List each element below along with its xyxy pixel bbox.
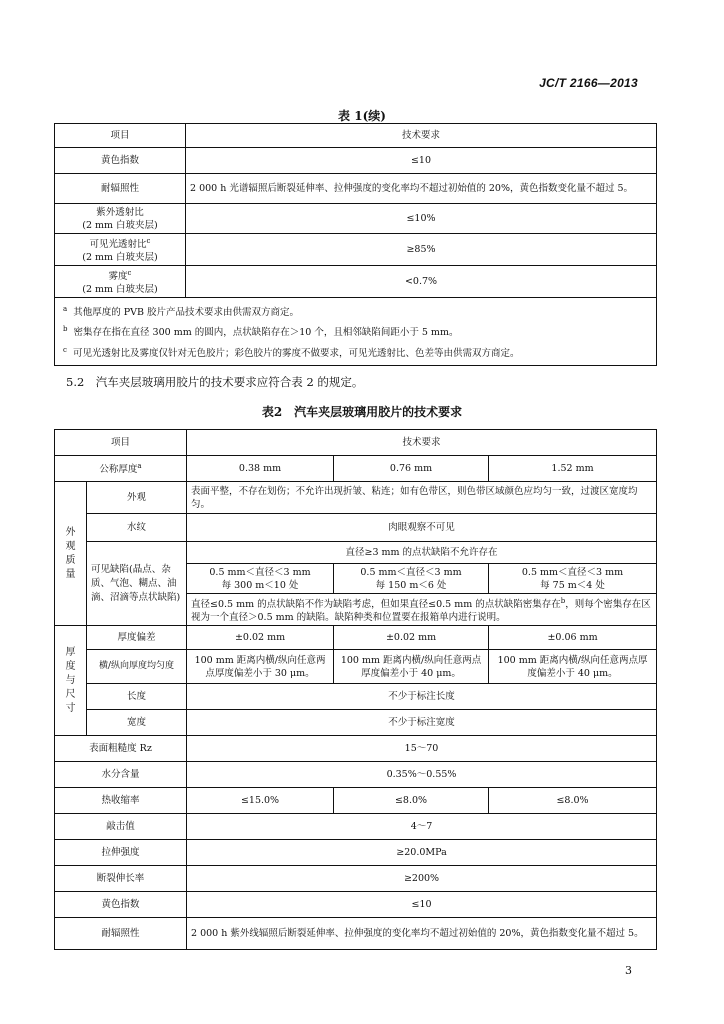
defect-limit-cell xyxy=(334,564,489,594)
table2 xyxy=(54,429,657,950)
group-char: 厚 xyxy=(65,646,76,658)
appearance-quality-group xyxy=(55,482,87,626)
group-char: 寸 xyxy=(65,702,76,714)
footnote-mark: b xyxy=(63,325,68,334)
footnote-text: 可见光透射比及雾度仅针对无色胶片；彩色胶片的雾度不做要求，可见光透射比、色差等由供需双方商定。 xyxy=(72,347,520,359)
defect-range: 0.5 mm＜直径＜3 mm xyxy=(209,566,311,578)
table1-row-item xyxy=(55,204,186,234)
table1-row-req: <0.7% xyxy=(186,266,657,298)
appearance-label: 外观 xyxy=(87,482,187,514)
elongation-label: 断裂伸长率 xyxy=(55,866,187,892)
footnote xyxy=(63,342,648,362)
nominal-thickness-label xyxy=(55,456,187,482)
defect-limit: 每 300 m＜10 处 xyxy=(221,579,299,591)
table1-row-req: 2 000 h 光谱辐照后断裂延伸率、拉伸强度的变化率均不超过初始值的 20%，黄色指数变化量不超过 5。 xyxy=(186,174,657,204)
group-char: 与 xyxy=(65,674,76,686)
note-text: ，则每个密集存在区视为一个直径＞0.5 mm 的缺陷。缺陷种类和位置要在报箱单内进行说明。 xyxy=(191,599,651,624)
tensile-req: ≥20.0MPa xyxy=(187,840,657,866)
defect-range: 0.5 mm＜直径＜3 mm xyxy=(360,566,462,578)
nominal-thickness-value: 1.52 mm xyxy=(489,456,657,482)
item-line1: 雾度 xyxy=(108,271,128,283)
pummel-label: 敲击值 xyxy=(55,814,187,840)
width-req: 不少于标注宽度 xyxy=(187,710,657,736)
thickness-dev-value: ±0.02 mm xyxy=(334,626,489,650)
label-text: 公称厚度 xyxy=(99,464,138,476)
footnote xyxy=(63,321,648,341)
elongation-req: ≥200% xyxy=(187,866,657,892)
shrinkage-value: ≤8.0% xyxy=(334,788,489,814)
ripple-label: 水纹 xyxy=(87,514,187,542)
table1-row-req: ≤10 xyxy=(186,148,657,174)
defect-range: 0.5 mm＜直径＜3 mm xyxy=(521,566,624,578)
item-line2: (2 mm 白玻夹层) xyxy=(82,252,158,264)
item-line2: (2 mm 白玻夹层) xyxy=(82,284,158,296)
uniformity-value: 100 mm 距离内横/纵向任意两点厚度偏差小于 40 μm。 xyxy=(334,650,489,684)
footnote-mark: b xyxy=(560,597,566,605)
table1-row-item xyxy=(55,266,186,298)
uniformity-value: 100 mm 距离内横/纵向任意两点厚度偏差小于 30 μm。 xyxy=(187,650,334,684)
thickness-dev-label: 厚度偏差 xyxy=(87,626,187,650)
table1-footnotes xyxy=(55,298,657,365)
table1 xyxy=(54,123,657,366)
defect-limit: 每 150 m＜6 处 xyxy=(375,579,447,591)
note-text: 直径≤0.5 mm 的点状缺陷不作为缺陷考虑，但如果直径≤0.5 mm 的点状缺陷密集存在 xyxy=(191,599,561,611)
clause-5-2: 5.2 汽车夹层玻璃用胶片的技术要求应符合表 2 的规定。 xyxy=(66,375,364,389)
table1-header-item: 项目 xyxy=(55,124,186,148)
defect-limit-cell xyxy=(489,564,657,594)
footnote-mark: c xyxy=(127,269,132,278)
roughness-req: 15～70 xyxy=(187,736,657,762)
table1-row-item: 黄色指数 xyxy=(55,148,186,174)
nominal-thickness-value: 0.38 mm xyxy=(187,456,334,482)
yellowness-label: 黄色指数 xyxy=(55,892,187,918)
table2-header-item: 项目 xyxy=(55,430,187,456)
appearance-req: 表面平整，不存在划伤；不允许出现折皱、粘连；如有色带区，则色带区域颜色应均匀一致，过渡区宽度均匀。 xyxy=(187,482,657,514)
page-number: 3 xyxy=(625,964,632,977)
table1-row-req: ≤10% xyxy=(186,204,657,234)
length-label: 长度 xyxy=(87,684,187,710)
defect-limit-cell xyxy=(187,564,334,594)
nominal-thickness-value: 0.76 mm xyxy=(334,456,489,482)
footnote-text: 其他厚度的 PVB 胶片产品技术要求由供需双方商定。 xyxy=(73,307,300,319)
footnote-mark: a xyxy=(63,305,68,314)
footnote-text: 密集存在指在直径 300 mm 的圆内，点状缺陷存在＞10 个，且相邻缺陷间距小于 5 mm。 xyxy=(73,327,459,339)
visible-defects-label: 可见缺陷(晶点、杂质、气泡、糊点、油滴、沼滴等点状缺陷) xyxy=(87,542,187,626)
uniformity-label: 横/纵向厚度均匀度 xyxy=(87,650,187,684)
table2-caption: 表2 汽车夹层玻璃用胶片的技术要求 xyxy=(261,405,463,419)
table1-row-item: 耐辐照性 xyxy=(55,174,186,204)
moisture-label: 水分含量 xyxy=(55,762,187,788)
footnote-mark: c xyxy=(63,345,67,354)
item-line1: 可见光透射比 xyxy=(89,239,147,251)
thickness-dev-value: ±0.06 mm xyxy=(489,626,657,650)
footnote-mark: a xyxy=(137,462,142,471)
shrinkage-value: ≤15.0% xyxy=(187,788,334,814)
shrinkage-value: ≤8.0% xyxy=(489,788,657,814)
defect-limit: 每 75 m＜4 处 xyxy=(540,579,605,591)
irradiation-label: 耐辐照性 xyxy=(55,918,187,950)
standard-code: JC/T 2166—2013 xyxy=(539,76,638,90)
shrinkage-label: 热收缩率 xyxy=(55,788,187,814)
width-label: 宽度 xyxy=(87,710,187,736)
item-line1: 紫外透射比 xyxy=(96,206,144,218)
ripple-req: 肉眼观察不可见 xyxy=(187,514,657,542)
visible-defects-header: 直径≥3 mm 的点状缺陷不允许存在 xyxy=(187,542,657,564)
table1-header-req: 技术要求 xyxy=(186,124,657,148)
table1-row-item xyxy=(55,234,186,266)
tensile-label: 拉伸强度 xyxy=(55,840,187,866)
yellowness-req: ≤10 xyxy=(187,892,657,918)
group-char: 尺 xyxy=(65,688,76,700)
item-line2: (2 mm 白玻夹层) xyxy=(82,219,158,231)
thickness-dev-value: ±0.02 mm xyxy=(187,626,334,650)
table1-caption: 表 1(续) xyxy=(338,109,386,123)
moisture-req: 0.35%～0.55% xyxy=(187,762,657,788)
group-char: 外 xyxy=(65,526,76,538)
pummel-req: 4～7 xyxy=(187,814,657,840)
group-char: 观 xyxy=(65,540,76,552)
uniformity-value: 100 mm 距离内横/纵向任意两点厚度偏差小于 40 μm。 xyxy=(489,650,657,684)
roughness-label: 表面粗糙度 Rz xyxy=(55,736,187,762)
thickness-dimension-group xyxy=(55,626,87,736)
footnote-mark: c xyxy=(146,237,151,245)
group-char: 度 xyxy=(65,660,76,672)
table1-row-req: ≥85% xyxy=(186,234,657,266)
group-char: 量 xyxy=(65,568,76,580)
visible-defects-note xyxy=(187,594,657,626)
length-req: 不少于标注长度 xyxy=(187,684,657,710)
footnote xyxy=(63,301,648,321)
irradiation-req: 2 000 h 紫外线辐照后断裂延伸率、拉伸强度的变化率均不超过初始值的 20%，黄色指数变化量不超过 5。 xyxy=(187,918,657,950)
table2-header-req: 技术要求 xyxy=(187,430,657,456)
group-char: 质 xyxy=(65,554,76,566)
